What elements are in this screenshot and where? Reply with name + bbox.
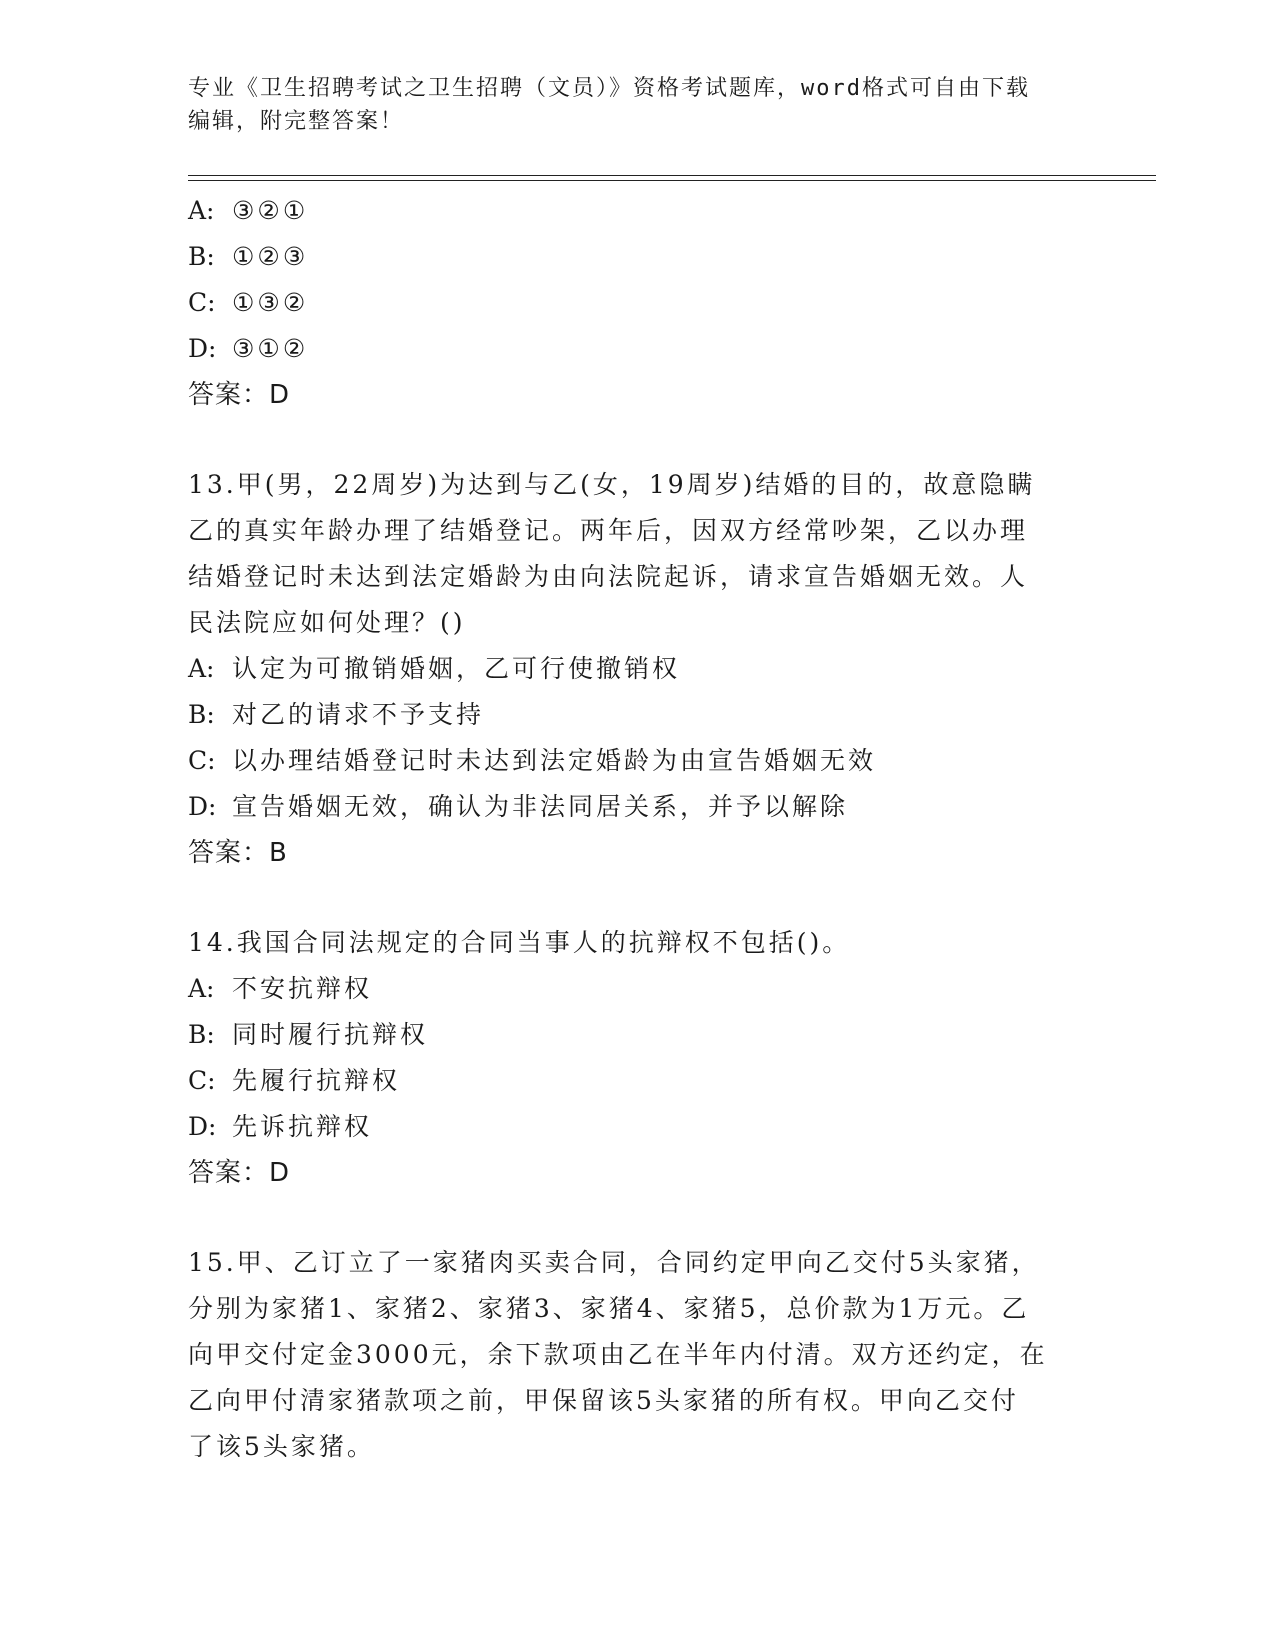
question-text-line: 民法院应如何处理？() bbox=[188, 608, 466, 637]
option-text: 认定为可撤销婚姻，乙可行使撤销权 bbox=[232, 654, 681, 683]
option-key: D: bbox=[188, 334, 217, 363]
question-text-line: 13.甲(男，22周岁)为达到与乙(女，19周岁)结婚的目的，故意隐瞒 bbox=[188, 470, 1036, 499]
option-text: 宣告婚姻无效，确认为非法同居关系，并予以解除 bbox=[232, 792, 849, 821]
page-header bbox=[188, 72, 1088, 138]
option-key: D: bbox=[188, 792, 217, 821]
option-d bbox=[188, 1104, 1088, 1150]
option-d bbox=[188, 784, 1088, 830]
question-text-line: 分别为家猪1、家猪2、家猪3、家猪4、家猪5，总价款为1万元。乙 bbox=[188, 1294, 1030, 1323]
option-text: 不安抗辩权 bbox=[232, 974, 373, 1003]
option-text: 对乙的请求不予支持 bbox=[232, 700, 485, 729]
question-text-line: 14.我国合同法规定的合同当事人的抗辩权不包括()。 bbox=[188, 928, 851, 957]
question-15 bbox=[188, 1240, 1088, 1470]
option-b bbox=[188, 692, 1088, 738]
option-d bbox=[188, 326, 1088, 372]
option-key: D: bbox=[188, 1112, 217, 1141]
header-line-2: 编辑，附完整答案！ bbox=[188, 109, 405, 134]
option-b bbox=[188, 1012, 1088, 1058]
option-key: A: bbox=[188, 974, 215, 1003]
option-text: 以办理结婚登记时未达到法定婚龄为由宣告婚姻无效 bbox=[232, 746, 877, 775]
question-text-line: 15.甲、乙订立了一家猪肉买卖合同，合同约定甲向乙交付5头家猪， bbox=[188, 1248, 1040, 1277]
option-key: C: bbox=[188, 1066, 216, 1095]
question-text-line: 乙的真实年龄办理了结婚登记。两年后，因双方经常吵架，乙以办理 bbox=[188, 516, 1029, 545]
option-key: C: bbox=[188, 746, 216, 775]
spacer bbox=[188, 1196, 1088, 1240]
spacer bbox=[188, 876, 1088, 920]
header-divider bbox=[188, 175, 1156, 181]
option-c bbox=[188, 1058, 1088, 1104]
question-text-line: 乙向甲付清家猪款项之前，甲保留该5头家猪的所有权。甲向乙交付 bbox=[188, 1386, 1019, 1415]
option-text: ①②③ bbox=[232, 242, 309, 271]
option-c bbox=[188, 738, 1088, 784]
option-text: ③②① bbox=[232, 196, 309, 225]
option-text: ③①② bbox=[232, 334, 309, 363]
option-text: 同时履行抗辩权 bbox=[232, 1020, 429, 1049]
spacer bbox=[188, 418, 1088, 462]
question-content bbox=[188, 188, 1088, 1470]
question-13 bbox=[188, 462, 1088, 876]
option-key: B: bbox=[188, 700, 215, 729]
option-c bbox=[188, 280, 1088, 326]
header-line-1: 专业《卫生招聘考试之卫生招聘（文员）》资格考试题库，word格式可自由下载 bbox=[188, 76, 1030, 101]
option-key: B: bbox=[188, 1020, 215, 1049]
option-key: C: bbox=[188, 288, 216, 317]
option-text: 先履行抗辩权 bbox=[232, 1066, 401, 1095]
option-a bbox=[188, 188, 1088, 234]
question-text-line: 了该5头家猪。 bbox=[188, 1432, 375, 1461]
option-key: B: bbox=[188, 242, 215, 271]
option-a bbox=[188, 966, 1088, 1012]
option-key: A: bbox=[188, 654, 215, 683]
option-key: A: bbox=[188, 196, 215, 225]
option-text: 先诉抗辩权 bbox=[232, 1112, 373, 1141]
answer-line: 答案：D bbox=[188, 380, 291, 410]
option-text: ①③② bbox=[232, 288, 309, 317]
question-12-options bbox=[188, 188, 1088, 418]
question-text-line: 向甲交付定金3000元，余下款项由乙在半年内付清。双方还约定，在 bbox=[188, 1340, 1048, 1369]
question-text-line: 结婚登记时未达到法定婚龄为由向法院起诉，请求宣告婚姻无效。人 bbox=[188, 562, 1029, 591]
answer-line: 答案：B bbox=[188, 838, 288, 868]
option-b bbox=[188, 234, 1088, 280]
option-a bbox=[188, 646, 1088, 692]
answer-line: 答案：D bbox=[188, 1158, 291, 1188]
question-14 bbox=[188, 920, 1088, 1196]
